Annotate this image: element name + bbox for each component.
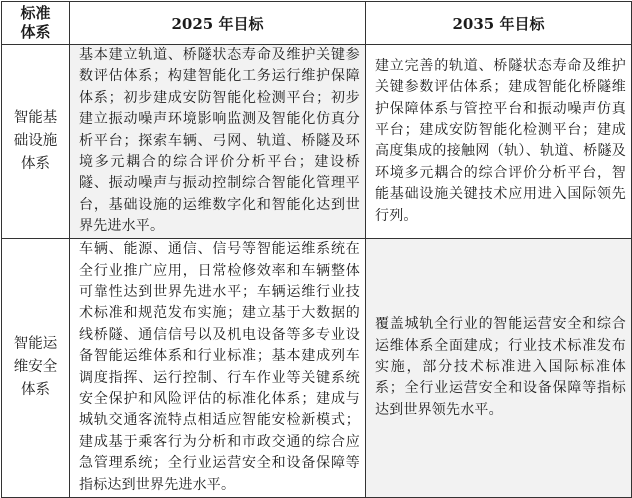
header-2035-label: 2035 年目标 [452,14,545,33]
category-label: 智能运 维安全 体系 [13,336,58,399]
header-category-label: 标准 体系 [20,4,51,41]
category-label: 智能基 础设施 体系 [13,109,58,172]
table-row [2,45,632,239]
table-row [2,238,632,497]
target-2025-cell [70,45,366,239]
header-category [2,2,70,45]
target-2035-cell [366,238,632,497]
header-2025-label: 2025 年目标 [171,14,264,33]
category-cell [2,238,70,497]
target-2035-text: 建立完善的轨道、桥隧状态寿命及维护关键参数评估体系；建成智能化桥隧维护保障体系与管控平台和振动噪声仿真平台；建成安防智能化检测平台；建成高度集成的接触网（轨）、轨道、桥隧及环境多元耦合的综合评价分析平台，智能基础设施关键技术应用进入国际领先行列。 [375,57,626,224]
category-cell [2,45,70,239]
target-2035-text: 覆盖城轨全行业的智能运营安全和综合运维体系全面建成；行业技术标准发布实施，部分技术标准进入国际标准体系；全行业运营安全和设备保障等指标达到世界领先水平。 [375,316,626,418]
header-2025 [70,2,366,45]
target-2025-text: 车辆、能源、通信、信号等智能运维系统在全行业推广应用，日常检修效率和车辆整体可靠性达到世界先进水平；车辆运维行业技术标准和规范发布实施；建立基于大数据的线桥隧、通信信号以及机电设备等多专业设备智能运维体系和行业标准；基本建成列车调度指挥、运行控制、行车作业等关键系统安全保护和风险评估的标准化体系；建成与城轨交通客流特点相适应智能安检新模式；建成基于乘客行为分析和市政交通的综合应急管理系统；全行业运营安全和设备保障等指标达到世界先进水平。 [79,241,360,493]
standards-target-table [1,1,632,498]
header-2035 [366,2,632,45]
target-2025-cell [70,238,366,497]
header-row [2,2,632,45]
target-2035-cell [366,45,632,239]
target-2025-text: 基本建立轨道、桥隧状态寿命及维护关键参数评估体系；构建智能化工务运行维护保障体系；初步建成安防智能化检测平台；初步建立振动噪声环境影响监测及智能化仿真分析平台；探索车辆、弓网、轨道、桥隧及环境多元耦合的综合评价分析平台；建设桥隧、振动噪声与振动控制综合智能化管理平台，基础设施的运维数字化和智能化达到世界先进水平。 [79,47,360,235]
